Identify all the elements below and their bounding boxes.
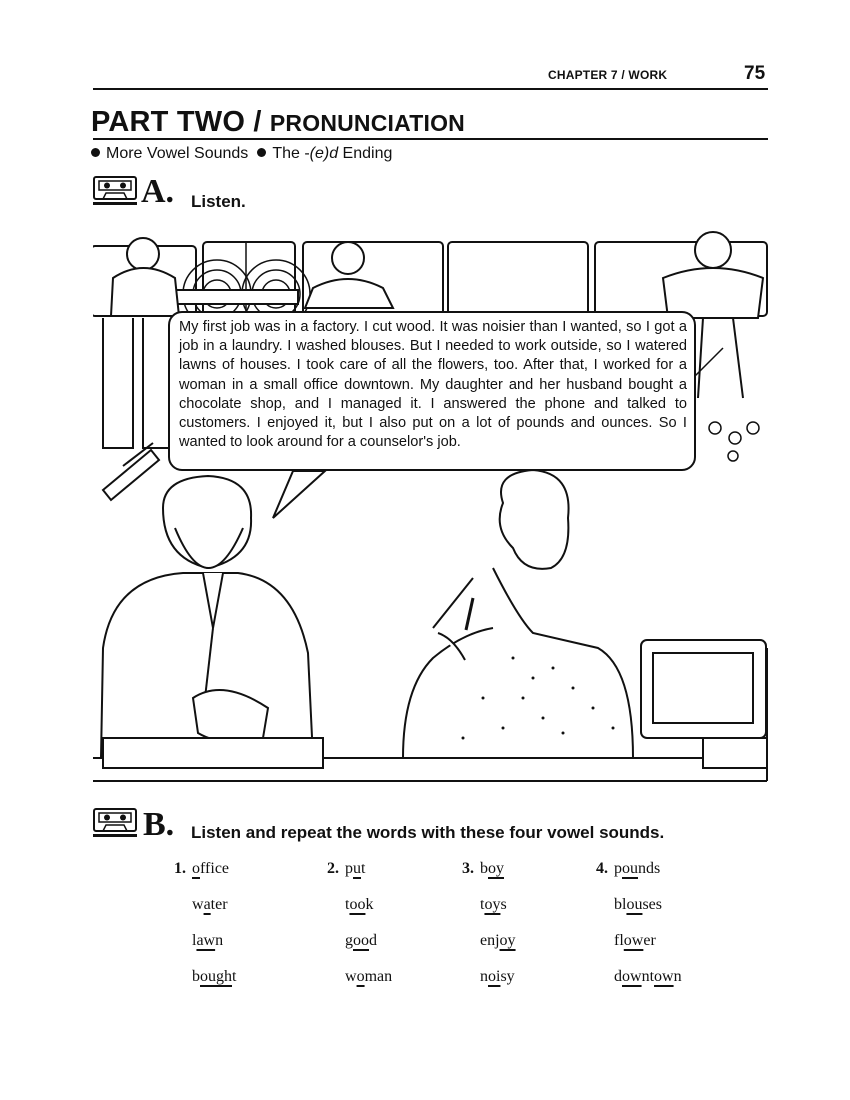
part-title-sub: PRONUNCIATION — [269, 110, 465, 136]
speech-bubble-tail — [273, 471, 325, 518]
subtitle — [91, 145, 392, 163]
bullet-icon — [91, 148, 100, 157]
word-row — [163, 930, 313, 966]
word-row — [163, 966, 313, 1002]
word-row — [163, 894, 313, 930]
word: woman — [345, 968, 393, 985]
word: put — [345, 860, 366, 877]
word-row — [451, 894, 601, 930]
desk-keyboard — [103, 738, 323, 768]
word-row — [163, 858, 313, 894]
cassette-icon — [93, 176, 137, 206]
section-b-instruction: Listen and repeat the words with these four vowel sounds. — [191, 823, 665, 842]
word-row — [585, 930, 735, 966]
desk-keyboard-right — [703, 738, 767, 768]
lumber — [103, 443, 159, 500]
panel-lawn — [448, 242, 588, 316]
word-column-2 — [316, 858, 466, 1002]
subtitle-item-2-italic: (e)d — [309, 145, 339, 162]
counselor-man — [101, 476, 313, 758]
word: flower — [614, 932, 656, 949]
section-b-letter: B. — [143, 806, 175, 843]
page-number: 75 — [744, 63, 766, 84]
word: lawn — [192, 932, 224, 949]
subtitle-item-2-prefix: The - — [272, 145, 310, 162]
running-head: CHAPTER 7 / WORK — [548, 68, 668, 82]
word-row — [316, 966, 466, 1002]
word-row — [316, 858, 466, 894]
header-rule — [93, 88, 768, 90]
word-column-3 — [451, 858, 601, 1002]
part-title-main: PART TWO — [91, 106, 246, 138]
watering-flowers — [693, 348, 759, 461]
word: took — [345, 896, 374, 913]
word: pounds — [614, 860, 661, 877]
word: toys — [480, 896, 507, 913]
column-number: 2. — [327, 860, 339, 877]
word-row — [585, 858, 735, 894]
part-title-separator: / — [245, 106, 270, 138]
word-row — [585, 966, 735, 1002]
column-number: 4. — [596, 860, 608, 877]
word: water — [192, 896, 228, 913]
bullet-icon — [257, 148, 266, 157]
word-row — [316, 930, 466, 966]
word: noisy — [480, 968, 515, 985]
word-row — [451, 930, 601, 966]
column-number: 1. — [174, 860, 186, 877]
pencil — [466, 598, 473, 630]
word: office — [192, 860, 230, 877]
word-row — [316, 894, 466, 930]
word: boy — [480, 860, 504, 877]
part-title — [91, 106, 465, 139]
cassette-icon — [93, 808, 137, 838]
word: downtown — [614, 968, 682, 985]
word-column-1 — [163, 858, 313, 1002]
word-column-4 — [585, 858, 735, 1002]
word: blouses — [614, 896, 663, 913]
worker-figure-2 — [305, 242, 393, 308]
computer-monitor — [641, 640, 766, 738]
woman-client — [403, 470, 633, 758]
section-a-instruction: Listen. — [191, 192, 246, 211]
subtitle-item-2-suffix: Ending — [338, 145, 393, 162]
section-a-letter: A. — [141, 173, 175, 210]
speech-bubble — [168, 311, 696, 471]
subtitle-item-1: More Vowel Sounds — [106, 145, 249, 162]
word-row — [451, 858, 601, 894]
column-number: 3. — [462, 860, 474, 877]
title-rule — [93, 138, 768, 140]
word: enjoy — [480, 932, 516, 949]
word: good — [345, 932, 377, 949]
word: bought — [192, 968, 237, 985]
speech-bubble-text: My first job was in a factory. I cut wood. It was noisier than I wanted, so I got a job in a laundry. I washed blouses. But I needed to work outside, so I watered lawns of houses. I took care of all the flowers, too. After that, I worked for a woman in a small office downtown. My daughter and her husband bought a chocolate shop, and I managed it. I answered the phone and talked to customers. I enjoyed it, but I also put on a lot of pounds and ounces. So I wanted to look around for a counselor's job. — [179, 319, 687, 451]
word-row — [451, 966, 601, 1002]
word-row — [585, 894, 735, 930]
